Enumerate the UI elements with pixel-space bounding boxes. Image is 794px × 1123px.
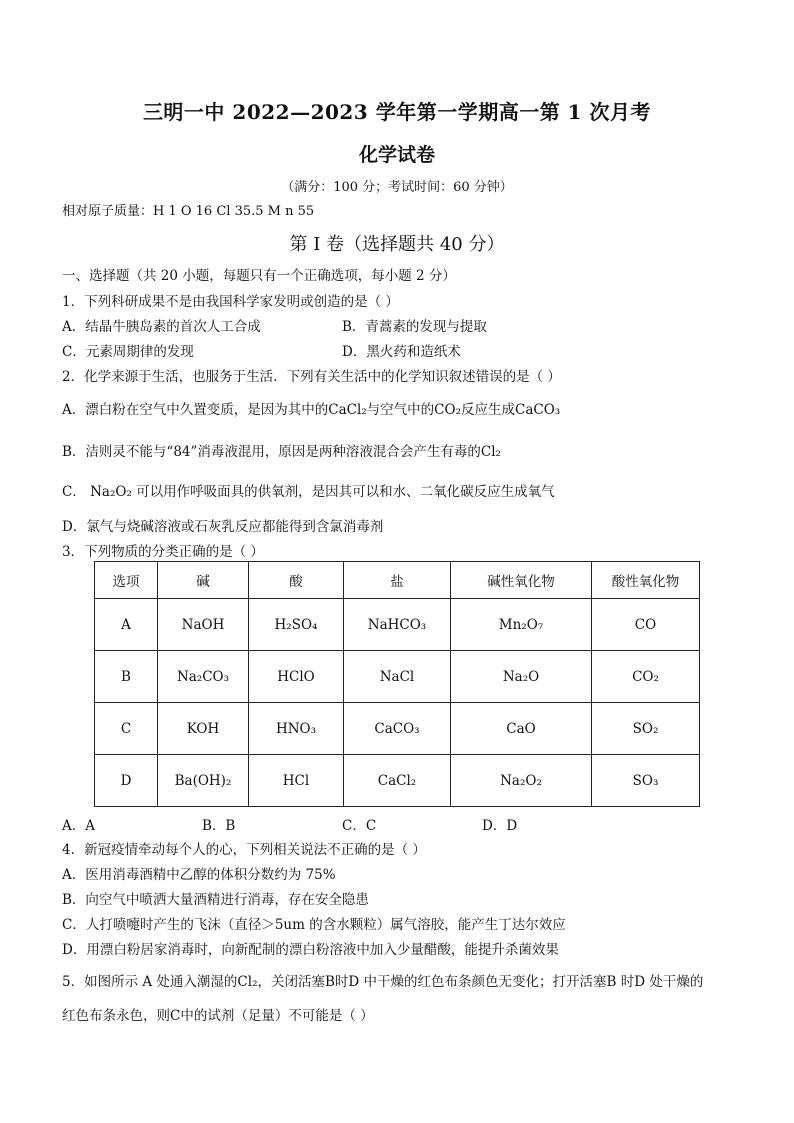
table-cell: B [95,651,158,703]
exam-title: 三明一中 2022—2023 学年第一学期高一第 1 次月考 [142,100,652,124]
q1-option-a: A．结晶牛胰岛素的首次人工合成 [62,319,261,335]
q4-stem: 4．新冠疫情牵动每个人的心，下列相关说法不正确的是（ ） [62,842,426,858]
table-cell: Mn₂O₇ [451,599,592,651]
table-cell: Ba(OH)₂ [158,755,249,807]
q5-stem-line2: 红色布条永色，则C中的试剂（足量）不可能是（ ） [62,1008,374,1024]
table-header-cell: 酸性氧化物 [592,562,700,599]
q4-option-c: C．人打喷嚏时产生的飞沫（直径＞5um 的含水颗粒）属气溶胶，能产生丁达尔效应 [62,917,566,933]
q4-option-b: B．向空气中喷洒大量酒精进行消毒，存在安全隐患 [62,892,369,908]
q4-option-d: D．用漂白粉居家消毒时，向新配制的漂白粉溶液中加入少量醋酸，能提升杀菌效果 [62,942,559,958]
table-cell: A [95,599,158,651]
atomic-masses: 相对原子质量：H 1 O 16 Cl 35.5 M n 55 [62,204,315,219]
table-cell: KOH [158,703,249,755]
table-cell: C [95,703,158,755]
q5-stem-line1: 5．如图所示 A 处通入潮湿的Cl₂，关闭活塞B时D 中干燥的红色布条颜色无变化；打开活塞B 时D 处干燥的 [62,974,704,990]
q4-option-a: A．医用消毒酒精中乙醇的体积分数约为 75% [62,867,336,883]
q3-answer-a: A．A [62,818,95,834]
section-instructions: 一、选择题（共 20 小题，每题只有一个正确选项，每小题 2 分） [62,268,456,284]
table-header-row [95,562,700,599]
q3-answer-b: B．B [202,818,236,834]
table-cell: Na₂O [451,651,592,703]
table-cell: HCl [249,755,344,807]
q3-answer-d: D．D [482,818,518,834]
table-cell: CaCO₃ [344,703,451,755]
table-cell: SO₂ [592,703,700,755]
q3-stem: 3．下列物质的分类正确的是（ ） [62,544,264,560]
table-cell: CaCl₂ [344,755,451,807]
table-cell: SO₃ [592,755,700,807]
table-header-cell: 盐 [344,562,451,599]
table-cell: NaHCO₃ [344,599,451,651]
table-row [95,755,700,807]
table-header-cell: 碱 [158,562,249,599]
table-header-cell: 碱性氧化物 [451,562,592,599]
table-row [95,599,700,651]
q2-option-d: D．氯气与烧碱溶液或石灰乳反应都能得到含氯消毒剂 [62,519,384,535]
table-cell: NaCl [344,651,451,703]
q2-option-c: C． Na₂O₂ 可以用作呼吸面具的供氧剂，是因其可以和水、二氧化碳反应生成氧气 [62,484,555,500]
table-header-cell: 选项 [95,562,158,599]
exam-subject: 化学试卷 [358,144,435,166]
table-header-cell: 酸 [249,562,344,599]
section-title: 第 I 卷（选择题共 40 分） [289,234,505,255]
q2-option-b: B．洁则灵不能与“84”消毒液混用，原因是两种溶液混合会产生有毒的Cl₂ [62,444,501,460]
exam-meta: （满分：100 分；考试时间：60 分钟） [281,180,513,195]
table-cell: HNO₃ [249,703,344,755]
classification-table [94,561,700,807]
q1-option-c: C．元素周期律的发现 [62,344,194,360]
q1-option-b: B．青蒿素的发现与提取 [342,319,487,335]
table-row [95,703,700,755]
table-row [95,651,700,703]
table-cell: CaO [451,703,592,755]
table-cell: Na₂O₂ [451,755,592,807]
q3-answer-c: C．C [342,818,377,834]
table-cell: CO₂ [592,651,700,703]
table-cell: H₂SO₄ [249,599,344,651]
q2-stem: 2．化学来源于生活，也服务于生活．下列有关生活中的化学知识叙述错误的是（ ） [62,369,561,385]
q1-option-d: D．黑火药和造纸术 [342,344,461,360]
q2-option-a: A．漂白粉在空气中久置变质，是因为其中的CaCl₂与空气中的CO₂反应生成CaCO₃ [62,402,561,418]
table-cell: Na₂CO₃ [158,651,249,703]
table-cell: CO [592,599,700,651]
q1-stem: 1．下列科研成果不是由我国科学家发明或创造的是（ ） [62,294,399,310]
table-cell: HClO [249,651,344,703]
table-cell: D [95,755,158,807]
table-cell: NaOH [158,599,249,651]
